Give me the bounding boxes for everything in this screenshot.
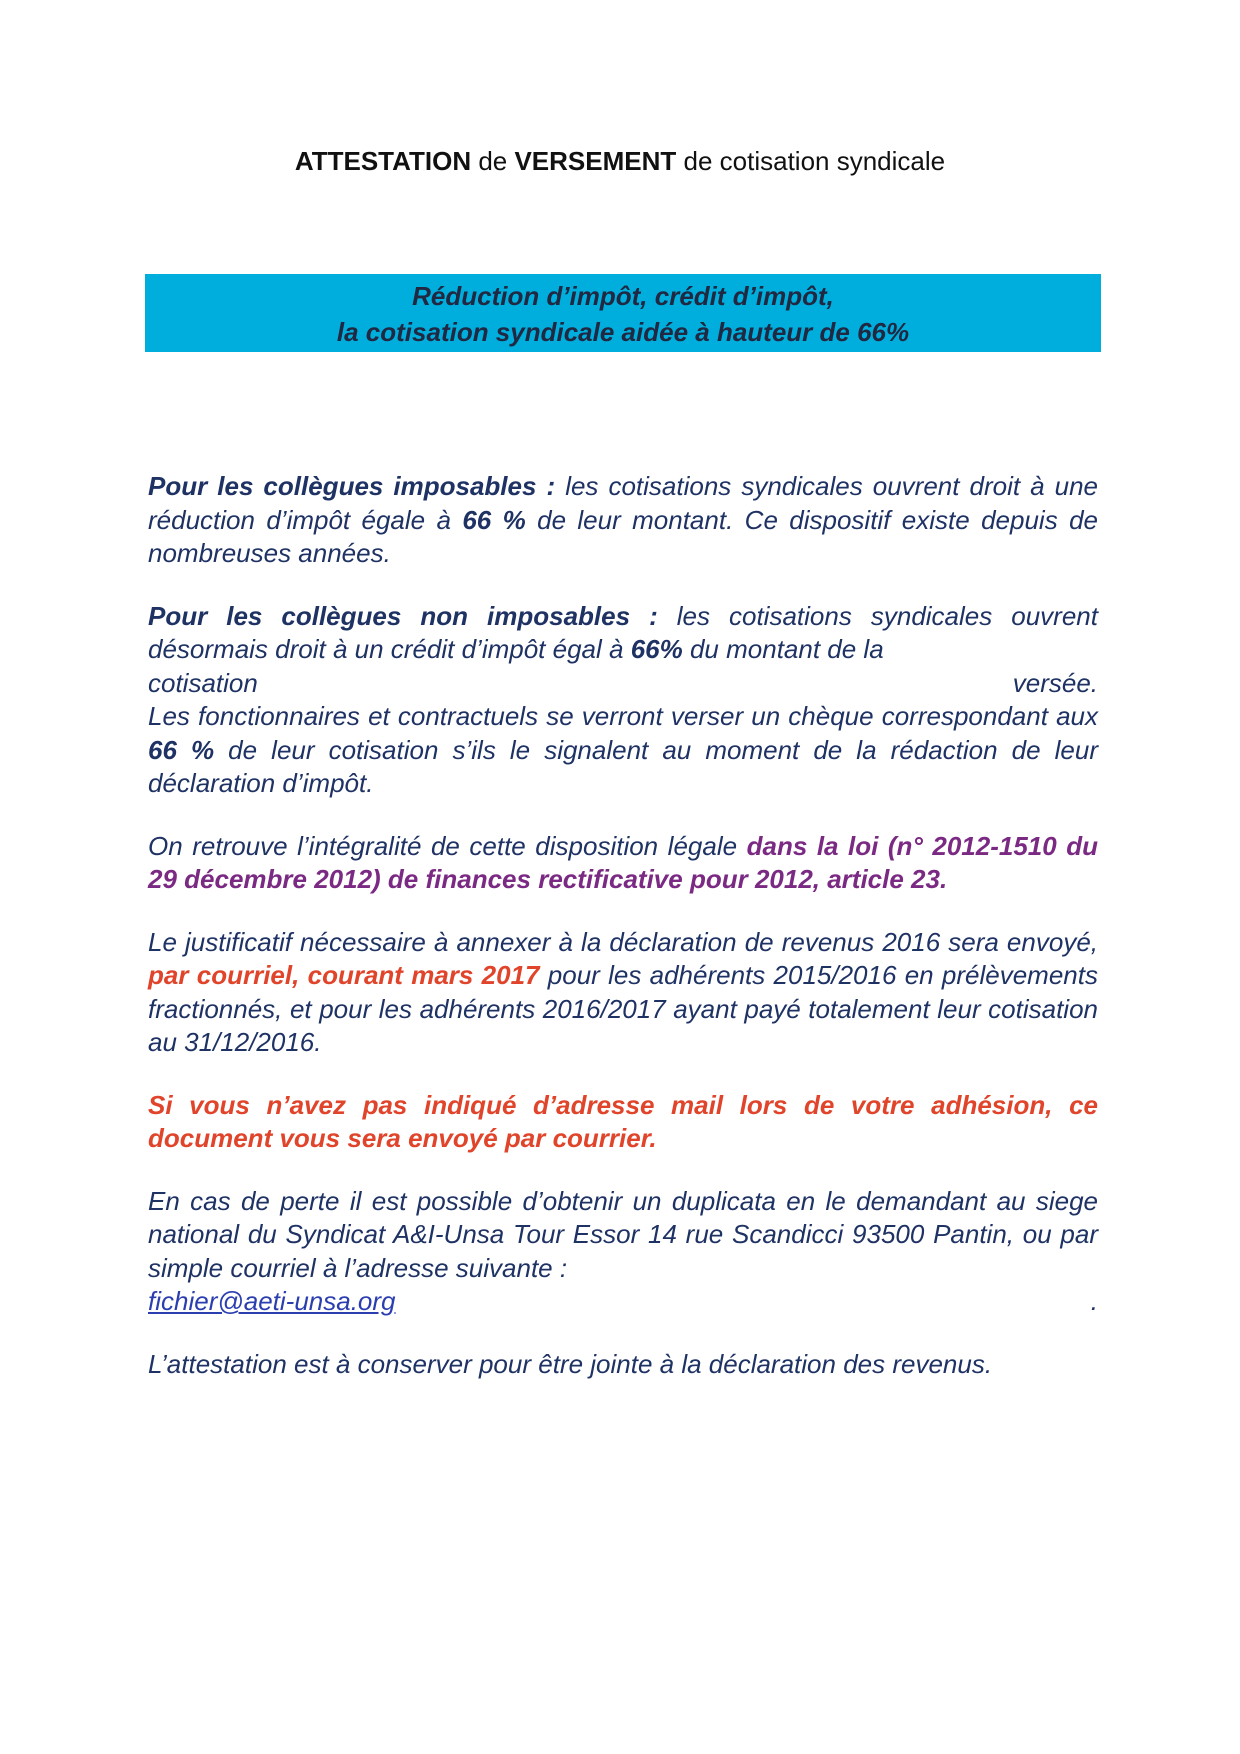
p6-trailing-dot: . (1090, 1286, 1098, 1316)
paragraph-justificatif (148, 926, 1098, 1060)
p1-percentage: 66 % (462, 504, 526, 535)
p4-text-a: Le justificatif nécessaire à annexer à la déclaration de revenus 2016 sera envoyé, (148, 926, 1098, 957)
lead-imposables: Pour les collègues imposables : (148, 471, 556, 501)
document-body (148, 470, 1098, 1410)
p2-percentage: 66% (630, 634, 683, 664)
paragraph-courrier-warning: Si vous n’avez pas indiqué d’adresse mail lors de votre adhésion, ce document vous sera envoyé par courrier. (148, 1089, 1098, 1153)
p4-text-b: pour les adhérents 2015/2016 en prélèvements fractionnés, et pour les adhérents 2016/2017 ayant payé totalement leur cotisation au 31/12/2016. (148, 960, 1098, 1057)
banner-line-1: Réduction d’impôt, crédit d’impôt, (412, 281, 834, 311)
title-bold-versement: VERSEMENT (514, 146, 677, 176)
paragraph-non-imposables (148, 600, 1098, 801)
banner-line-2: la cotisation syndicale aidée à hauteur de 66% (336, 317, 910, 347)
p2-text-d: de leur cotisation s’ils le signalent au moment de la rédaction de leur déclaration d’impôt. (148, 734, 1098, 798)
p2-text-b: du montant de la (682, 634, 884, 664)
highlight-banner (145, 274, 1101, 352)
p2-percentage-2: 66 % (148, 734, 215, 765)
title-bold-attestation: ATTESTATION (294, 146, 472, 176)
paragraph-duplicata (148, 1185, 1098, 1319)
p2-line-left: cotisation (148, 667, 258, 698)
p1-text-b: de leur montant. Ce dispositif existe depuis de nombreuses années. (148, 504, 1098, 568)
p3-law-reference: dans la loi (n° 2012-1510 du 29 décembre 2012) de finances rectificative pour 2012, article 23. (148, 830, 1098, 894)
p6-email-line (148, 1285, 1098, 1319)
p4-highlight: par courriel, courant mars 2017 (148, 960, 540, 990)
paragraph-loi (148, 830, 1098, 897)
email-link[interactable]: fichier@aeti-unsa.org (148, 1286, 396, 1316)
document-title (0, 146, 1240, 177)
paragraph-imposables (148, 470, 1098, 571)
lead-non-imposables: Pour les collègues non imposables : (148, 600, 658, 631)
p2-spread-line (148, 667, 1098, 701)
p2-text-c: Les fonctionnaires et contractuels se verront verser un chèque correspondant aux (148, 701, 1098, 731)
title-suffix: de cotisation syndicale (676, 146, 946, 176)
p3-text-a: On retrouve l’intégralité de cette disposition légale (148, 830, 747, 861)
p2-line-right: versée. (1012, 667, 1098, 698)
p1-text-a: les cotisations syndicales ouvrent droit à une réduction d’impôt égale à (148, 471, 1098, 535)
p2-text-a: les cotisations syndicales ouvrent désormais droit à un crédit d’impôt égal à (148, 600, 1098, 664)
title-de-1: de (471, 146, 515, 176)
paragraph-conserver: L’attestation est à conserver pour être jointe à la déclaration des revenus. (148, 1348, 993, 1379)
p6-text-a: En cas de perte il est possible d’obtenir un duplicata en le demandant au siege national du Syndicat A&I-Unsa Tour Essor 14 rue Scandicci 93500 Pantin, ou par simple courriel à l’adresse suivante : (148, 1185, 1098, 1283)
